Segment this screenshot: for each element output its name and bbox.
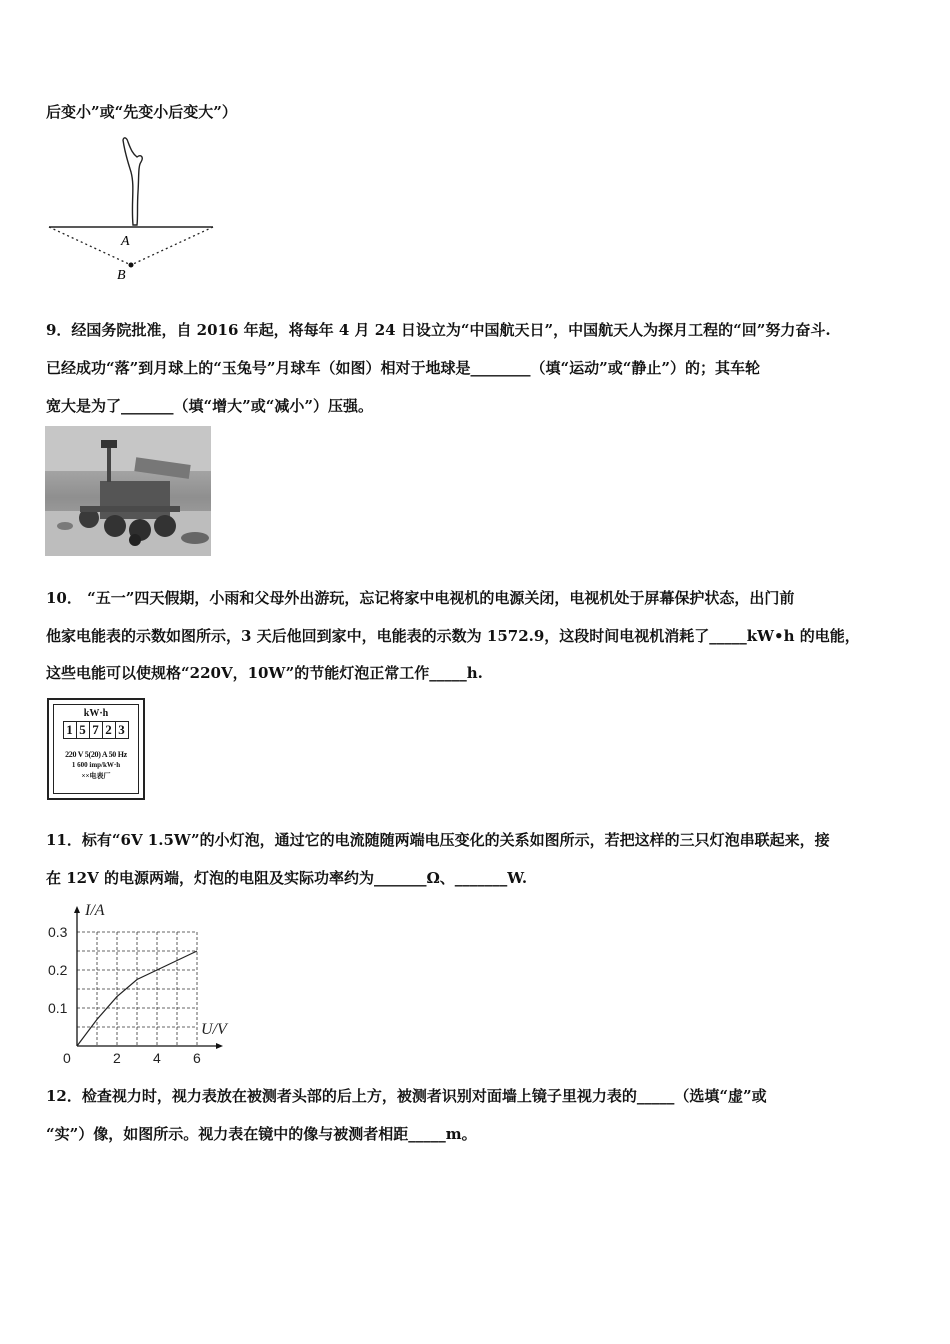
y-tick-label: 0.3 [48, 924, 68, 940]
label-a: A [121, 234, 130, 249]
ray-right [131, 227, 213, 265]
x-axis-arrow [216, 1043, 223, 1049]
lunar-rover-photo [45, 426, 211, 556]
y-axis-arrow [74, 906, 80, 913]
q9-line1: 9．经国务院批准，自 2016 年起，将每年 4 月 24 日设立为“中国航天日”，中国航天人为探月工程的“回”努力奋斗. [46, 321, 831, 339]
ray-left [49, 227, 131, 265]
meter-maker: ××电表厂 [81, 772, 111, 780]
question-fragment: 后变小”或“先变小后变大”） [46, 103, 237, 121]
point-b [129, 263, 134, 268]
diver-reflection-figure [45, 132, 220, 284]
q12-line1: 12．检查视力时，视力表放在被测者头部的后上方，被测者识别对面墙上镜子里视力表的_____（选填“虚”或 [46, 1087, 767, 1105]
y-axis-label: I/A [85, 902, 105, 919]
q11-line1: 11．标有“6V 1.5W”的小灯泡，通过它的电流随随两端电压变化的关系如图所示，若把这样的三只灯泡串联起来，接 [46, 831, 830, 849]
q9-line2: 已经成功“落”到月球上的“玉兔号”月球车（如图）相对于地球是________（填“运动”或“静止”）的；其车轮 [46, 359, 761, 377]
meter-digit: 2 [102, 721, 116, 739]
y-tick-label: 0.2 [48, 962, 68, 978]
diver-silhouette [123, 138, 142, 225]
meter-digit: 3 [115, 721, 129, 739]
q9-line3: 宽大是为了_______（填“增大”或“减小”）压强。 [46, 397, 374, 415]
x-tick-label: 6 [193, 1050, 201, 1066]
electricity-meter [47, 698, 145, 800]
x-axis-label: U/V [201, 1021, 227, 1038]
meter-digit: 7 [89, 721, 103, 739]
meter-digits [54, 721, 138, 739]
meter-digit: 1 [63, 721, 77, 739]
meter-spec: 220 V 5(20) A 50 Hz [65, 750, 127, 759]
origin-label: 0 [63, 1050, 71, 1066]
q10-line1: 10． “五一”四天假期，小雨和父母外出游玩，忘记将家中电视机的电源关闭，电视机处于屏幕保护状态，出门前 [46, 589, 795, 607]
q10-line2: 他家电能表的示数如图所示，3 天后他回到家中，电能表的示数为 1572.9，这段时间电视机消耗了_____kW•h 的电能， [46, 627, 860, 645]
iu-chart [44, 898, 244, 1066]
q11-line2: 在 12V 的电源两端，灯泡的电阻及实际功率约为_______Ω、_______W. [46, 869, 528, 887]
meter-digit: 5 [76, 721, 90, 739]
meter-unit: kW·h [83, 708, 109, 719]
rover-body [100, 481, 170, 519]
q12-line2: “实”）像，如图所示。视力表在镜中的像与被测者相距_____m。 [46, 1125, 477, 1143]
label-b: B [117, 268, 126, 283]
x-tick-label: 4 [153, 1050, 161, 1066]
y-tick-label: 0.1 [48, 1000, 68, 1016]
x-tick-label: 2 [113, 1050, 121, 1066]
camera-mast [101, 440, 117, 448]
q10-line3: 这些电能可以使规格“220V，10W”的节能灯泡正常工作_____h. [46, 664, 483, 682]
meter-imp: 1 600 imp/kW·h [71, 761, 121, 769]
